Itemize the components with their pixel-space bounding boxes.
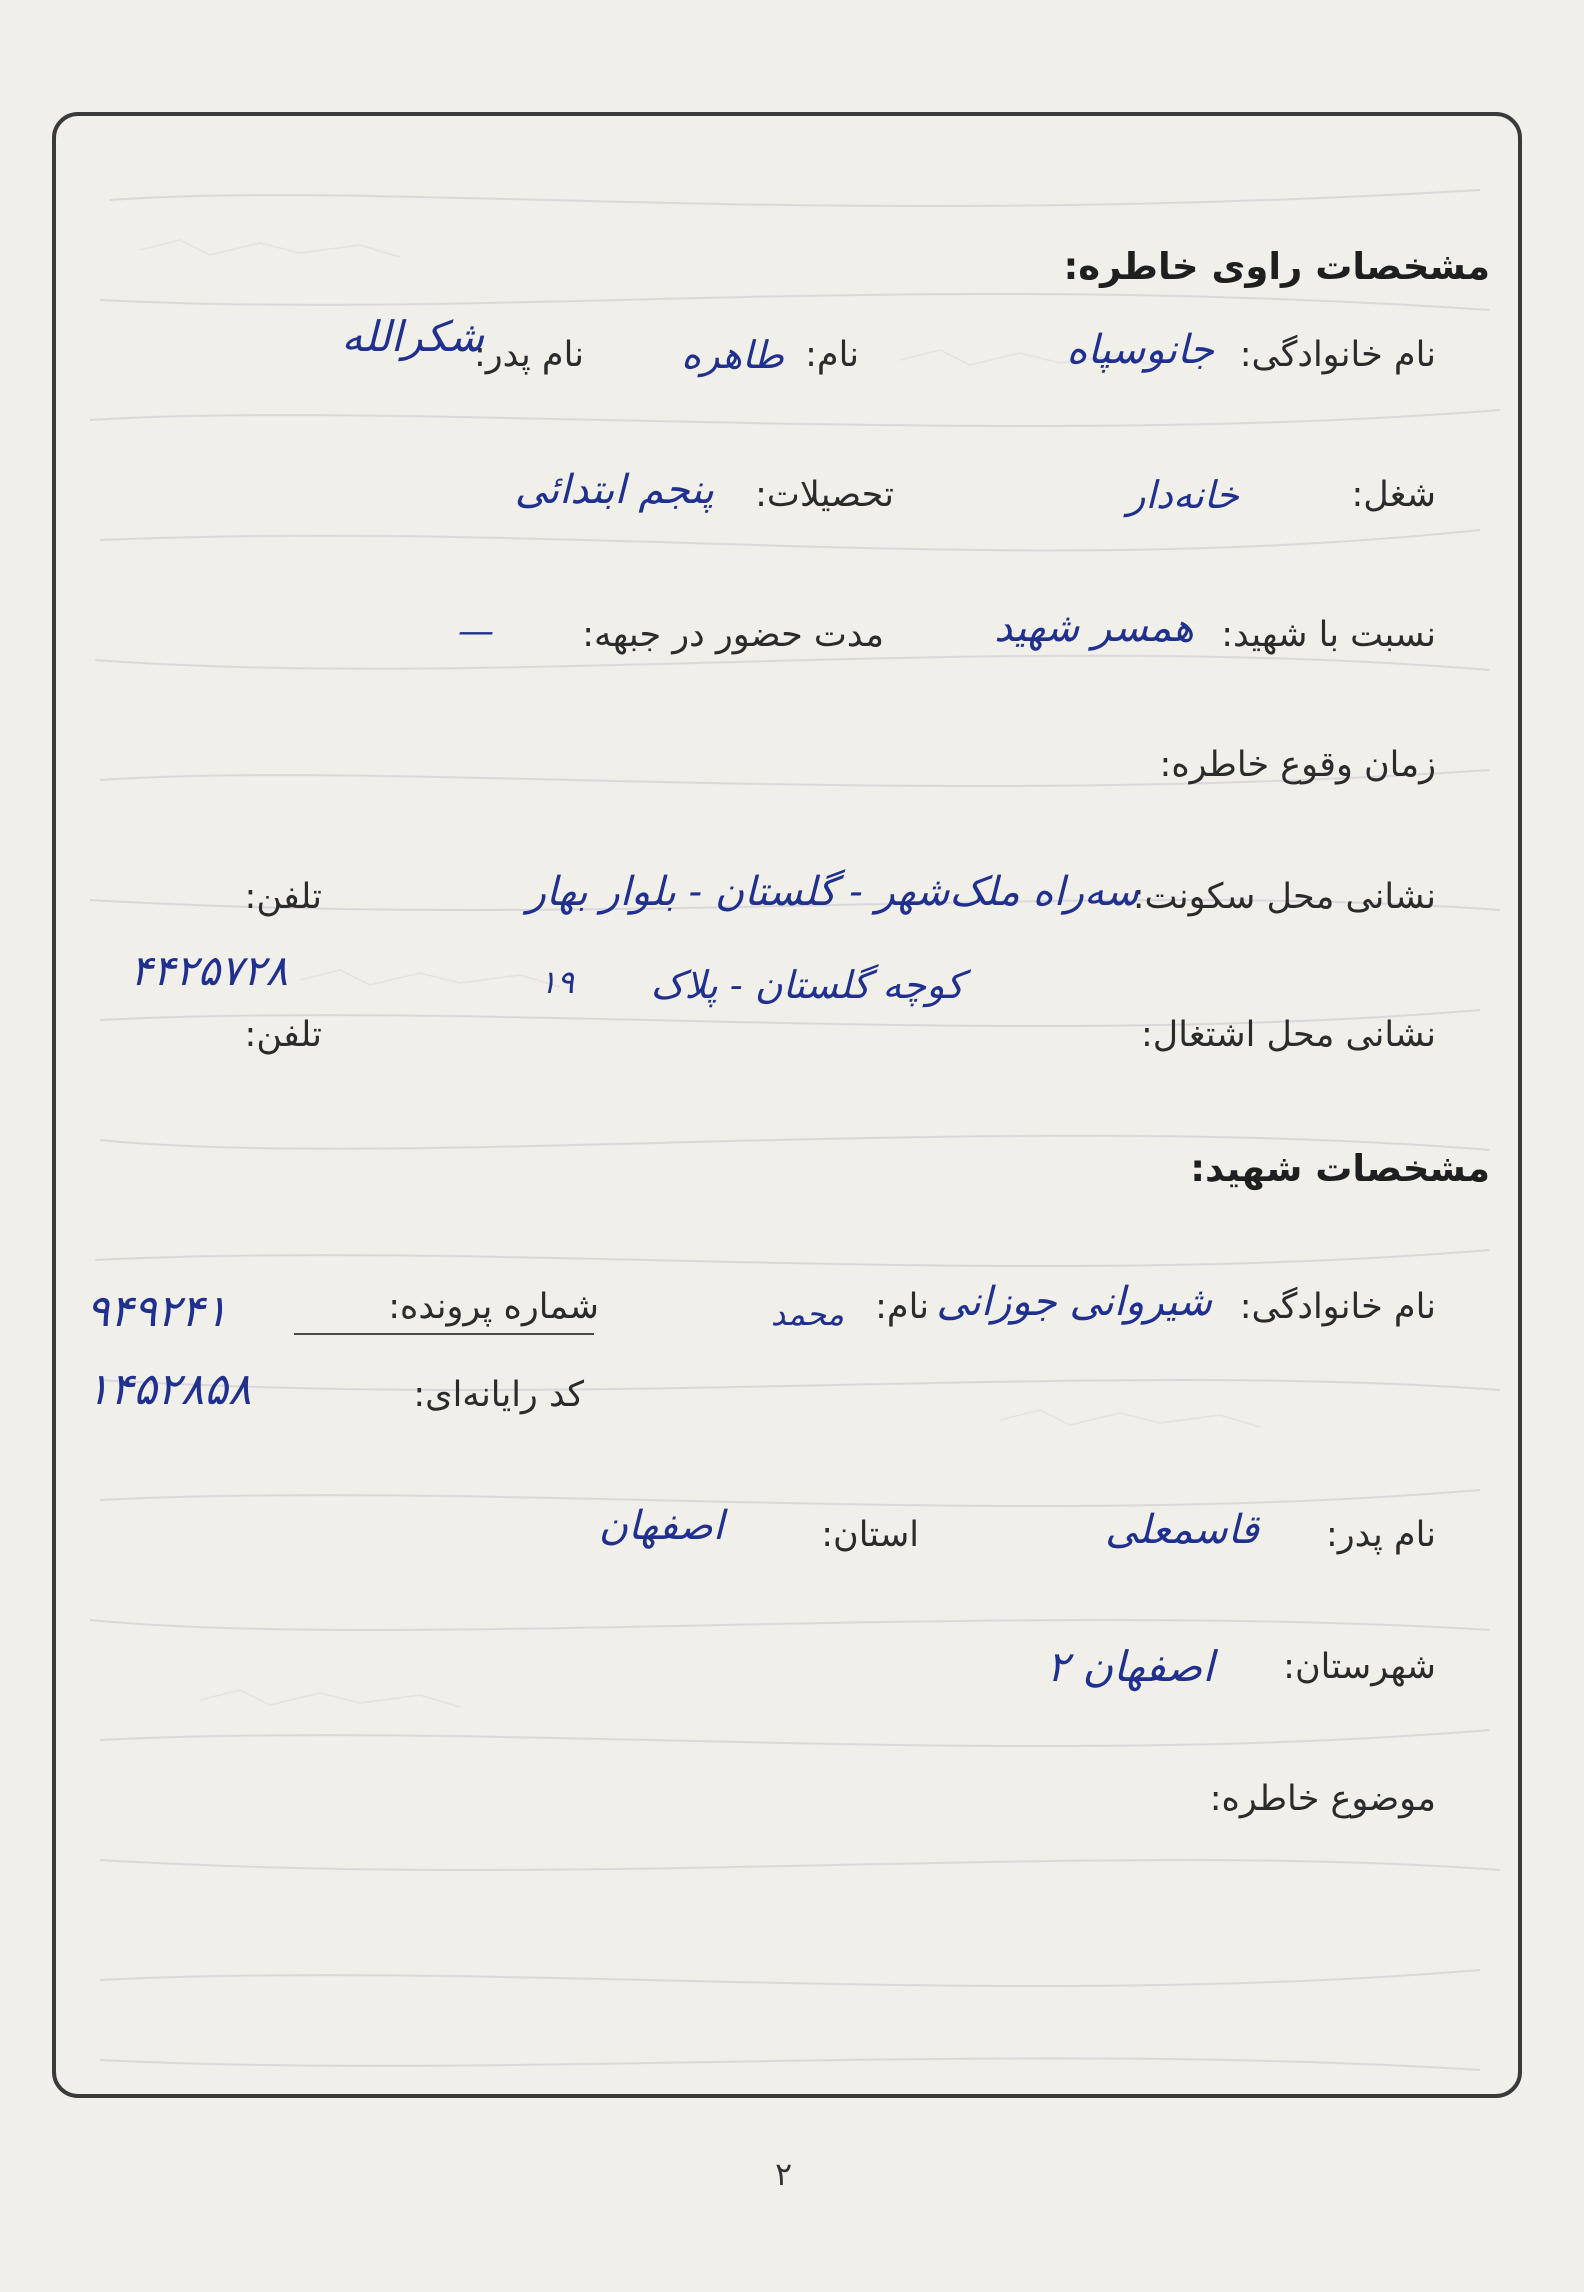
narrator-father-label: نام پدر:	[473, 335, 584, 375]
narrator-address-label: نشانی محل سکونت:	[1132, 877, 1436, 917]
martyr-name-label: نام:	[875, 1287, 929, 1327]
martyr-city-value: اصفهان ۲	[1046, 1642, 1214, 1691]
narrator-relation-value: همسر شهید	[994, 605, 1194, 651]
martyr-file-value: ۹۴۹۲۴۱	[86, 1286, 228, 1337]
narrator-relation-label: نسبت با شهید:	[1221, 615, 1436, 655]
martyr-file-underline	[294, 1333, 594, 1335]
martyr-file-label: شماره پرونده:	[388, 1287, 599, 1327]
narrator-time-label: زمان وقوع خاطره:	[1159, 745, 1436, 785]
narrator-address-plaque: ۱۹	[539, 963, 574, 1001]
martyr-father-value: قاسمعلی	[1105, 1507, 1259, 1553]
martyr-topic-label: موضوع خاطره:	[1209, 1779, 1436, 1819]
narrator-phone2-label: تلفن:	[244, 1015, 322, 1055]
narrator-front-value: —	[458, 611, 494, 652]
martyr-family-label: نام خانوادگی:	[1239, 1287, 1436, 1327]
martyr-father-label: نام پدر:	[1325, 1515, 1436, 1555]
narrator-name-value: طاهره	[681, 333, 784, 377]
martyr-city-label: شهرستان:	[1283, 1647, 1436, 1687]
narrator-father-value: شکرالله	[341, 312, 484, 361]
narrator-name-label: نام:	[805, 335, 859, 375]
narrator-address-line1: سه‌راه ملک‌شهر - گلستان - بلوار بهار	[526, 869, 1139, 915]
martyr-family-value: شیروانی جوزانی	[936, 1279, 1212, 1325]
narrator-address-line2: کوچه گلستان - پلاک	[650, 963, 964, 1007]
narrator-work-label: نشانی محل اشتغال:	[1140, 1015, 1436, 1055]
martyr-province-label: استان:	[821, 1515, 919, 1555]
narrator-front-label: مدت حضور در جبهه:	[582, 615, 884, 655]
martyr-code-value: ۱۴۵۲۸۵۸	[86, 1364, 252, 1415]
page-number: ۲	[775, 2155, 793, 2193]
martyr-code-label: کد رایانه‌ای:	[413, 1375, 584, 1415]
martyr-heading: مشخصات شهید:	[1190, 1147, 1490, 1190]
martyr-name-value: محمد	[770, 1295, 844, 1333]
narrator-family-value: جانوسپاه	[1066, 327, 1214, 373]
narrator-education-value: پنجم ابتدائی	[514, 467, 714, 513]
narrator-job-value: خانه‌دار	[1127, 473, 1239, 517]
narrator-family-label: نام خانوادگی:	[1239, 335, 1436, 375]
narrator-job-label: شغل:	[1351, 475, 1436, 515]
narrator-phone1-value: ۴۴۲۵۷۲۸	[130, 946, 288, 995]
narrator-education-label: تحصیلات:	[755, 475, 894, 515]
narrator-heading: مشخصات راوی خاطره:	[1063, 245, 1490, 288]
narrator-phone1-label: تلفن:	[244, 877, 322, 917]
martyr-province-value: اصفهان	[598, 1503, 724, 1549]
